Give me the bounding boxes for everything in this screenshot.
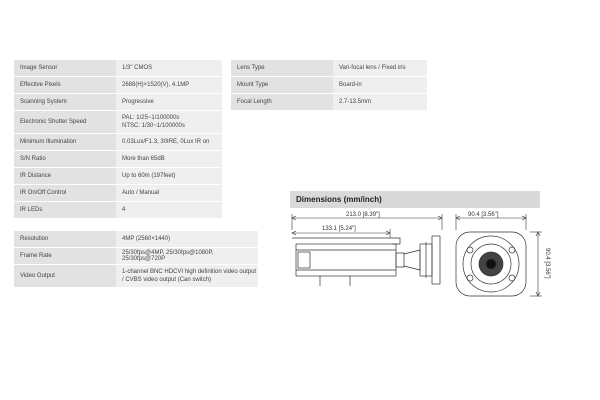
spec-value: 4 <box>116 202 222 219</box>
spec-value: 1-channel BNC HDCVI high definition video output / CVBS video output (Can switch) <box>116 265 258 288</box>
spec-value: Up to 60m (197feet) <box>116 168 222 185</box>
table-row <box>231 77 427 94</box>
spec-label: Resolution <box>14 231 116 248</box>
table-row <box>14 202 222 219</box>
spec-label: Minimum Illumination <box>14 134 116 151</box>
spec-label: Image Sensor <box>14 60 116 77</box>
table-row <box>14 248 258 265</box>
spec-value: PAL: 1/25~1/100000s NTSC: 1/30~1/100000s <box>116 111 222 134</box>
spec-value: 4MP (2560×1440) <box>116 231 258 248</box>
video-spec-table <box>14 231 258 288</box>
spec-label: S/N Ratio <box>14 151 116 168</box>
spec-value: 0.03Lux/F1.3, 30IRE, 0Lux IR on <box>116 134 222 151</box>
table-row <box>14 60 222 77</box>
spec-label: Video Output <box>14 265 116 288</box>
dimensions-drawing <box>280 208 590 318</box>
table-row <box>14 111 222 134</box>
table-row <box>14 185 222 202</box>
spec-label: Frame Rate <box>14 248 116 265</box>
dimensions-title: Dimensions (mm/inch) <box>290 191 540 208</box>
spec-label: Lens Type <box>231 60 333 77</box>
spec-label: Focal Length <box>231 94 333 111</box>
table-row <box>14 134 222 151</box>
spec-value: More than 65dB <box>116 151 222 168</box>
table-row <box>231 94 427 111</box>
table-row <box>231 60 427 77</box>
spec-label: Scanning System <box>14 94 116 111</box>
spec-value: Auto / Manual <box>116 185 222 202</box>
camera-spec-table <box>14 60 222 219</box>
spec-value: 2.7-13.5mm <box>333 94 427 111</box>
spec-value: 1/3" CMOS <box>116 60 222 77</box>
spec-label: Effective Pixels <box>14 77 116 94</box>
spec-value: Board-in <box>333 77 427 94</box>
table-row <box>14 168 222 185</box>
spec-value: Vari-focal lens / Fixed iris <box>333 60 427 77</box>
spec-label: Mount Type <box>231 77 333 94</box>
body-length-label: 133.1 [5.24"] <box>322 226 356 232</box>
spec-value: 25/30fps@4MP, 25/30fps@1080P, 25/30fps@720P <box>116 248 258 265</box>
front-height-label: 90.4 [3.56"] <box>544 248 550 279</box>
spec-value: 2688(H)×1520(V), 4.1MP <box>116 77 222 94</box>
table-row <box>14 151 222 168</box>
spec-label: IR On/Off Control <box>14 185 116 202</box>
front-height-dimension <box>530 232 542 296</box>
camera-side-view <box>292 236 440 286</box>
table-row <box>14 94 222 111</box>
spec-label: IR Distance <box>14 168 116 185</box>
camera-front-view <box>456 232 526 296</box>
spec-value: Progressive <box>116 94 222 111</box>
total-length-label: 213.0 [8.39"] <box>346 212 380 218</box>
spec-label: Electronic Shutter Speed <box>14 111 116 134</box>
front-width-label: 90.4 [3.56"] <box>468 212 499 218</box>
spec-label: IR LEDs <box>14 202 116 219</box>
table-row <box>14 231 258 248</box>
table-row <box>14 77 222 94</box>
table-row <box>14 265 258 288</box>
lens-spec-table <box>231 60 427 111</box>
